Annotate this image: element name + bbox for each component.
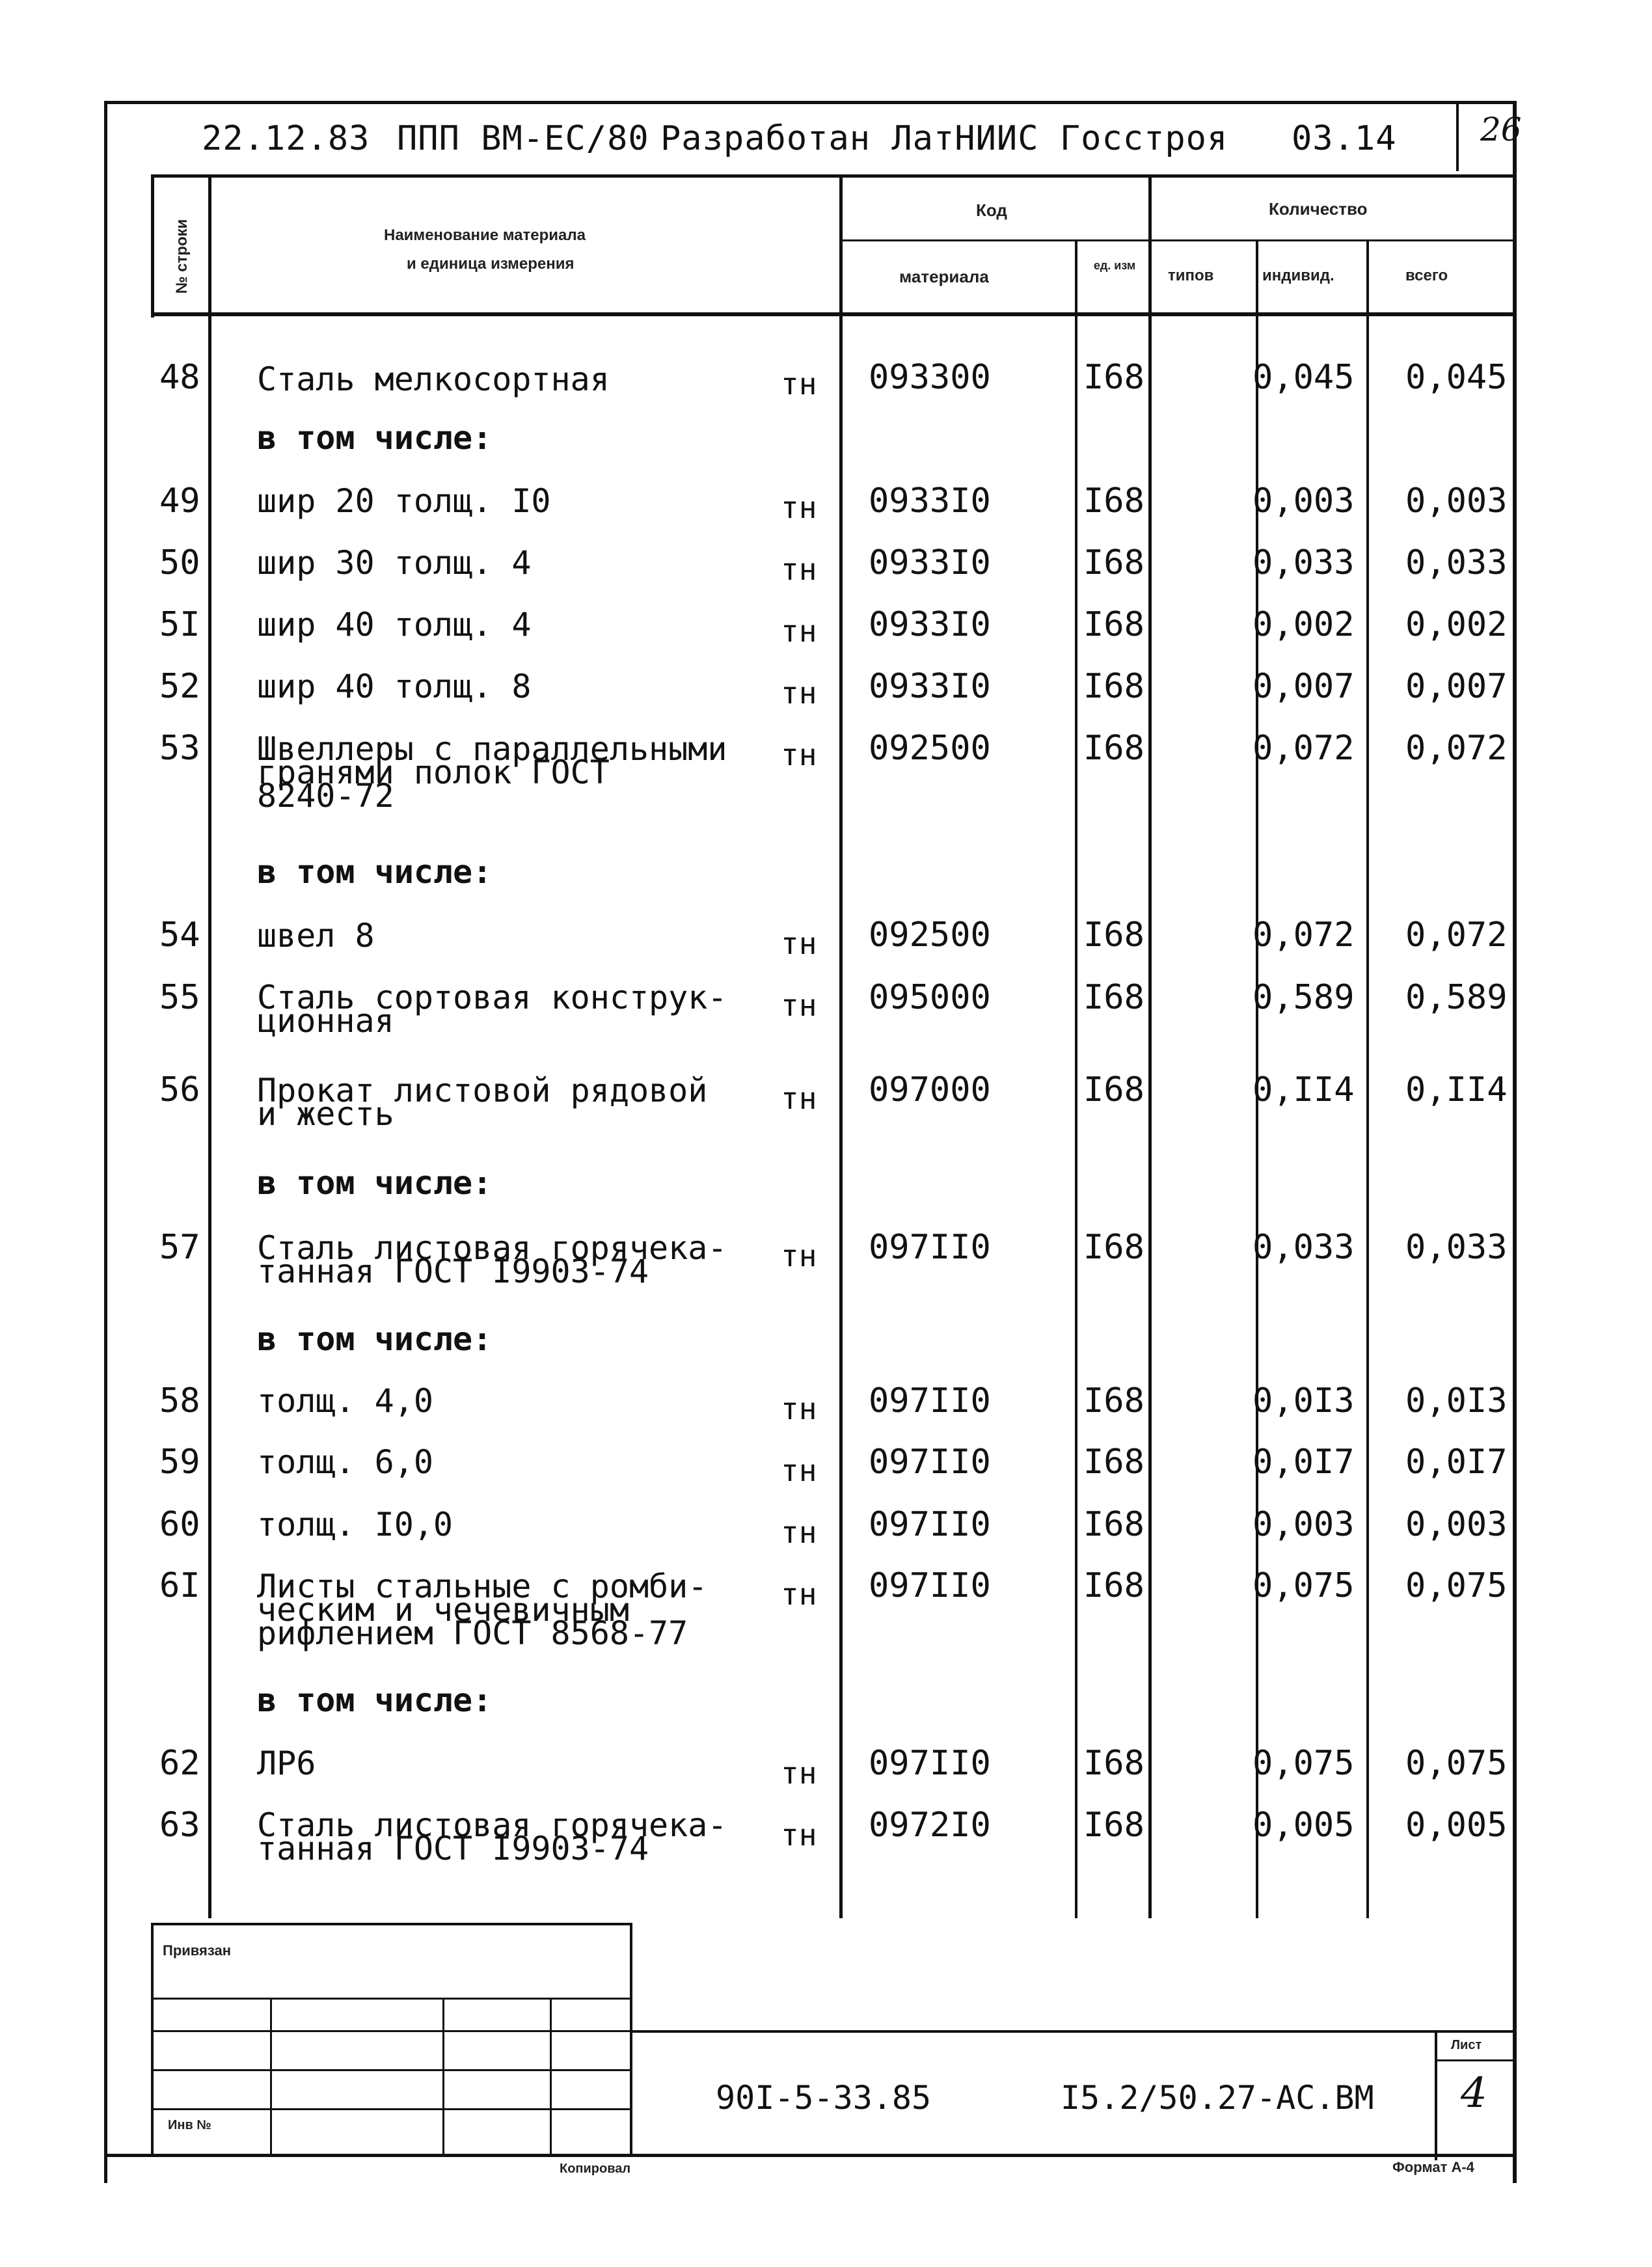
row-indiv: 0,002 bbox=[1253, 605, 1355, 644]
row-name: шир 20 толщ. I0 bbox=[257, 482, 551, 520]
row-num: 55 bbox=[159, 978, 200, 1017]
row-subheader: в том числе: bbox=[257, 419, 493, 457]
row-name: шир 40 толщ. 4 bbox=[257, 606, 532, 644]
row-num: 54 bbox=[159, 916, 200, 955]
row-name: Сталь сортовая конструк- ционная bbox=[257, 979, 727, 1040]
row-num: 6I bbox=[159, 1566, 200, 1605]
row-name: шир 30 толщ. 4 bbox=[257, 544, 532, 582]
row-code: 0933I0 bbox=[869, 667, 991, 706]
row-indiv: 0,005 bbox=[1253, 1806, 1355, 1845]
row-unit: тн bbox=[781, 1756, 817, 1791]
row-unit: тн bbox=[781, 675, 817, 711]
row-unit: тн bbox=[781, 988, 817, 1023]
row-indiv: 0,589 bbox=[1253, 978, 1355, 1017]
row-indiv: 0,0I3 bbox=[1253, 1381, 1355, 1420]
row-num: 56 bbox=[159, 1070, 200, 1109]
row-code: 097000 bbox=[869, 1070, 991, 1109]
row-code: 092500 bbox=[869, 729, 991, 768]
row-measure: I68 bbox=[1083, 916, 1144, 955]
row-measure: I68 bbox=[1083, 978, 1144, 1017]
header-program: ППП ВМ-ЕС/80 bbox=[397, 119, 649, 158]
row-code: 097II0 bbox=[869, 1744, 991, 1783]
row-indiv: 0,003 bbox=[1253, 1505, 1355, 1544]
row-name: толщ. 4,0 bbox=[257, 1382, 433, 1420]
row-subheader: в том числе: bbox=[257, 1164, 493, 1202]
row-total: 0,072 bbox=[1405, 729, 1508, 768]
row-name: толщ. I0,0 bbox=[257, 1506, 454, 1543]
row-code: 097II0 bbox=[869, 1228, 991, 1267]
row-total: 0,075 bbox=[1405, 1566, 1508, 1605]
header-name-2: и единица измерения bbox=[407, 255, 575, 273]
row-indiv: 0,033 bbox=[1253, 543, 1355, 582]
doc-code: 90I-5-33.85 bbox=[716, 2079, 932, 2117]
row-unit: тн bbox=[781, 1391, 817, 1426]
row-code: 097II0 bbox=[869, 1381, 991, 1420]
row-code: 0972I0 bbox=[869, 1806, 991, 1845]
row-unit: тн bbox=[781, 1453, 817, 1488]
row-code: 097II0 bbox=[869, 1566, 991, 1605]
row-total: 0,0I3 bbox=[1405, 1381, 1508, 1420]
row-name: Сталь мелкосортная bbox=[257, 360, 610, 398]
row-num: 60 bbox=[159, 1505, 200, 1544]
row-measure: I68 bbox=[1083, 482, 1144, 521]
header-quantity: Количество bbox=[1269, 199, 1368, 219]
row-total: 0,0I7 bbox=[1405, 1443, 1508, 1482]
row-num: 57 bbox=[159, 1228, 200, 1267]
row-code: 0933I0 bbox=[869, 482, 991, 521]
col-num-divider bbox=[208, 174, 211, 1918]
sheet-number: 4 bbox=[1461, 2069, 1487, 2117]
row-unit: тн bbox=[781, 926, 817, 961]
row-total: 0,072 bbox=[1405, 916, 1508, 955]
row-num: 50 bbox=[159, 543, 200, 582]
row-measure: I68 bbox=[1083, 1744, 1144, 1783]
row-measure: I68 bbox=[1083, 1228, 1144, 1267]
row-name: Сталь листовая горячека- танная ГОСТ I9903-74 bbox=[257, 1806, 727, 1867]
row-total: 0,075 bbox=[1405, 1744, 1508, 1783]
row-indiv: 0,003 bbox=[1253, 482, 1355, 521]
table-left bbox=[151, 174, 154, 318]
row-measure: I68 bbox=[1083, 1505, 1144, 1544]
col-unit-divider bbox=[1148, 174, 1152, 1918]
doc-code-2: I5.2/50.27-АС.ВМ bbox=[1061, 2079, 1374, 2117]
row-name: Прокат листовой рядовой и жесть bbox=[257, 1072, 708, 1133]
row-code: 0933I0 bbox=[869, 605, 991, 644]
row-subheader: в том числе: bbox=[257, 1320, 493, 1358]
row-total: 0,033 bbox=[1405, 543, 1508, 582]
row-code: 0933I0 bbox=[869, 543, 991, 582]
col-indiv-divider bbox=[1366, 241, 1369, 1918]
header-unit: ед. изм bbox=[1093, 259, 1136, 272]
row-subheader: в том числе: bbox=[257, 853, 493, 891]
row-name: Швеллеры с параллельными гранями полок ГОСТ 8240-72 bbox=[257, 730, 727, 815]
sheet-handwritten: 26 bbox=[1480, 111, 1522, 148]
col-name-divider bbox=[839, 174, 843, 1918]
header-developer: Разработан ЛатНИИС Госстроя bbox=[660, 119, 1228, 158]
header-name-1: Наименование материала bbox=[384, 226, 586, 244]
row-indiv: 0,072 bbox=[1253, 729, 1355, 768]
row-unit: тн bbox=[781, 614, 817, 649]
row-measure: I68 bbox=[1083, 729, 1144, 768]
row-unit: тн bbox=[781, 737, 817, 772]
row-total: 0,045 bbox=[1405, 358, 1508, 397]
row-indiv: 0,075 bbox=[1253, 1744, 1355, 1783]
row-num: 63 bbox=[159, 1806, 200, 1845]
row-num: 52 bbox=[159, 667, 200, 706]
row-unit: тн bbox=[781, 1515, 817, 1550]
format-label: Формат А-4 bbox=[1392, 2159, 1474, 2175]
row-indiv: 0,045 bbox=[1253, 358, 1355, 397]
row-subheader: в том числе: bbox=[257, 1681, 493, 1719]
bound-label: Привязан bbox=[163, 1942, 232, 1959]
header-material: материала bbox=[899, 267, 989, 286]
row-total: 0,002 bbox=[1405, 605, 1508, 644]
row-name: ЛР6 bbox=[257, 1744, 316, 1782]
sheet-label: Лист bbox=[1451, 2038, 1482, 2052]
row-code: 092500 bbox=[869, 916, 991, 955]
row-num: 62 bbox=[159, 1744, 200, 1783]
row-indiv: 0,033 bbox=[1253, 1228, 1355, 1267]
row-measure: I68 bbox=[1083, 1566, 1144, 1605]
row-name: швел 8 bbox=[257, 917, 375, 955]
row-total: 0,033 bbox=[1405, 1228, 1508, 1267]
row-name: Сталь листовая горячека- танная ГОСТ I9903-74 bbox=[257, 1229, 727, 1290]
row-total: 0,005 bbox=[1405, 1806, 1508, 1845]
row-num: 48 bbox=[159, 358, 200, 397]
row-measure: I68 bbox=[1083, 1806, 1144, 1845]
header-row-num: № строки bbox=[173, 219, 191, 294]
header-code: 03.14 bbox=[1292, 119, 1397, 158]
row-indiv: 0,0I7 bbox=[1253, 1443, 1355, 1482]
row-unit: тн bbox=[781, 1817, 817, 1853]
row-indiv: 0,072 bbox=[1253, 916, 1355, 955]
frame-right bbox=[1513, 101, 1517, 2183]
row-name: шир 40 толщ. 8 bbox=[257, 668, 532, 705]
row-indiv: 0,075 bbox=[1253, 1566, 1355, 1605]
row-unit: тн bbox=[781, 490, 817, 525]
inv-label: Инв № bbox=[168, 2118, 211, 2132]
row-num: 49 bbox=[159, 482, 200, 521]
row-total: 0,003 bbox=[1405, 482, 1508, 521]
row-unit: тн bbox=[781, 1081, 817, 1116]
header-code: Код bbox=[976, 200, 1007, 220]
row-code: 097II0 bbox=[869, 1443, 991, 1482]
row-measure: I68 bbox=[1083, 1070, 1144, 1109]
copied-label: Копировал bbox=[560, 2162, 631, 2176]
row-num: 58 bbox=[159, 1381, 200, 1420]
row-name: Листы стальные с ромби- ческим и чечевичным рифлением ГОСТ 8568-77 bbox=[257, 1568, 708, 1652]
row-measure: I68 bbox=[1083, 358, 1144, 397]
header-total: всего bbox=[1405, 267, 1448, 284]
row-num: 5I bbox=[159, 605, 200, 644]
header-individual: индивид. bbox=[1262, 267, 1334, 284]
row-unit: тн bbox=[781, 1577, 817, 1612]
row-code: 095000 bbox=[869, 978, 991, 1017]
header-date: 22.12.83 bbox=[202, 119, 370, 158]
row-total: 0,003 bbox=[1405, 1505, 1508, 1544]
col-code-divider bbox=[1075, 241, 1077, 1918]
row-num: 59 bbox=[159, 1443, 200, 1482]
row-measure: I68 bbox=[1083, 1443, 1144, 1482]
row-measure: I68 bbox=[1083, 1381, 1144, 1420]
frame-top bbox=[104, 101, 1516, 104]
row-indiv: 0,II4 bbox=[1253, 1070, 1355, 1109]
row-total: 0,589 bbox=[1405, 978, 1508, 1017]
row-unit: тн bbox=[781, 366, 817, 401]
row-code: 097II0 bbox=[869, 1505, 991, 1544]
row-indiv: 0,007 bbox=[1253, 667, 1355, 706]
frame-left bbox=[104, 101, 107, 2183]
row-total: 0,II4 bbox=[1405, 1070, 1508, 1109]
row-total: 0,007 bbox=[1405, 667, 1508, 706]
row-measure: I68 bbox=[1083, 543, 1144, 582]
row-unit: тн bbox=[781, 552, 817, 587]
row-name: толщ. 6,0 bbox=[257, 1443, 433, 1481]
row-unit: тн bbox=[781, 1238, 817, 1273]
row-num: 53 bbox=[159, 729, 200, 768]
header-types: типов bbox=[1168, 267, 1214, 284]
row-code: 093300 bbox=[869, 358, 991, 397]
row-measure: I68 bbox=[1083, 667, 1144, 706]
row-measure: I68 bbox=[1083, 605, 1144, 644]
